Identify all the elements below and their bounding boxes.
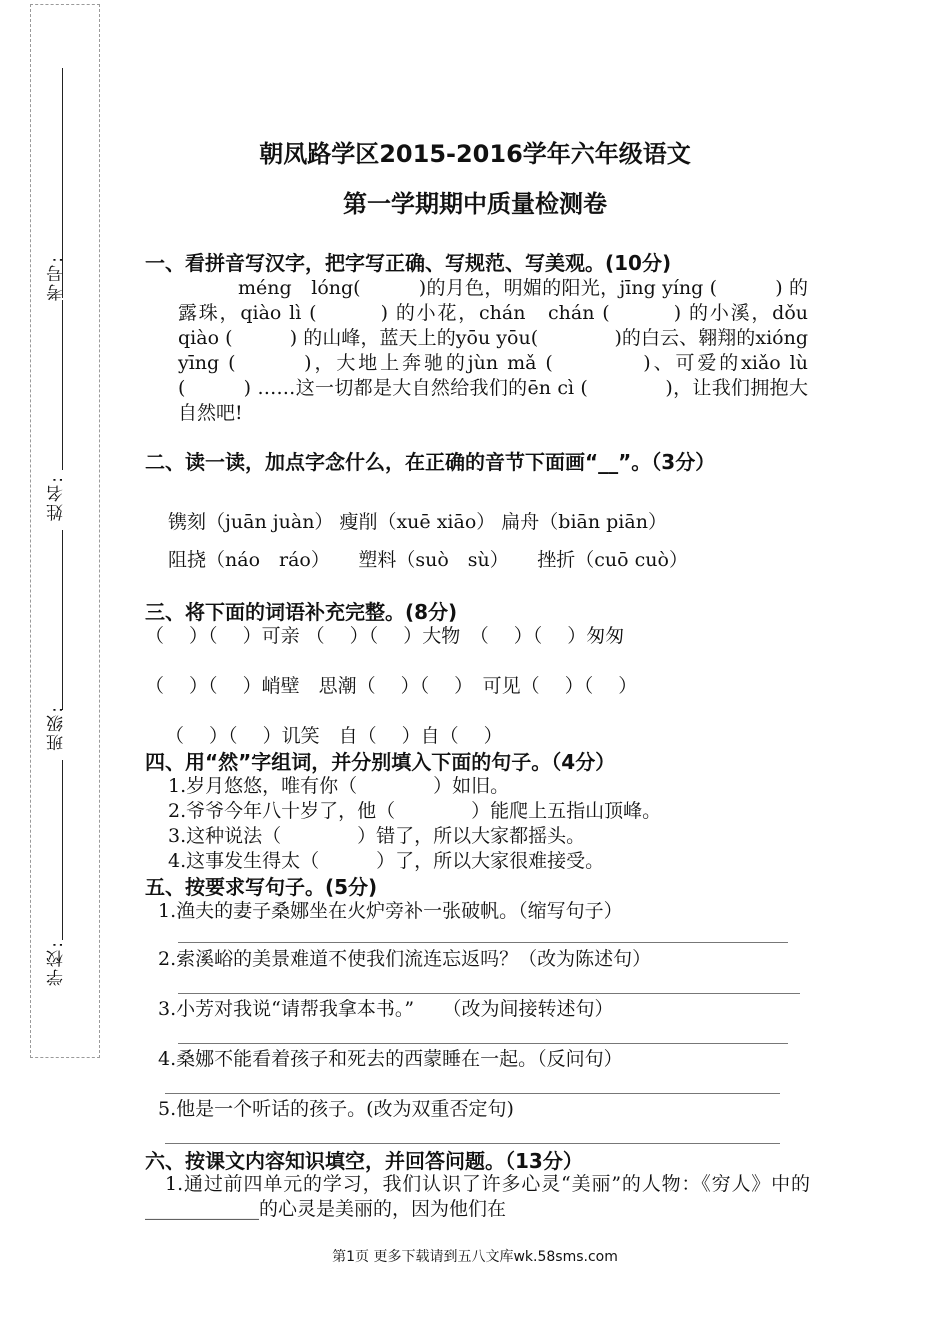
exam-number-label: 考号: — [47, 255, 67, 301]
answer-line-2 — [178, 993, 800, 994]
section5-item-2: 2.索溪峪的美景难道不使我们流连忘返吗？（改为陈述句） — [158, 948, 652, 970]
page-footer: 第1页 更多下载请到五八文库wk.58sms.com — [332, 1249, 618, 1265]
section5-heading: 五、按要求写句子。(5分) — [145, 875, 378, 899]
binding-line-class — [62, 760, 63, 940]
student-name-label: 姓名: — [47, 475, 67, 521]
section4-item-1: 1.岁月悠悠，唯有你（ ）如旧。 — [168, 775, 510, 797]
section2-row2: 阻挠（náo ráo） 塑料（suò sù） 挫折（cuō cuò） — [168, 549, 688, 571]
answer-line-3 — [178, 1043, 788, 1044]
answer-line-5 — [165, 1143, 780, 1144]
section6-paragraph: 1.通过前四单元的学习，我们认识了许多心灵“美丽”的人物：《穷人》中的____________的心灵是美丽的，因为他们在 — [145, 1173, 810, 1220]
section5-item-4: 4.桑娜不能看着孩子和死去的西蒙睡在一起。（反问句） — [158, 1048, 623, 1070]
school-label: 学校: — [47, 940, 67, 986]
section1-paragraph: méng lóng( )的月色，明媚的阳光，jīng yíng ( ) 的露珠，qiào lì ( ) 的小花，chán chán ( ) 的小溪，dǒu qiào ( ) 的山峰，蓝天上的yōu yōu( )的白云、翱翔的xióng yīng ( )，大地上奔驰的jùn mǎ ( )、可爱的xiǎo lù ( ) ……这一切都是大自然给我们的ēn cì ( )，让我们拥抱大自然吧! — [178, 277, 828, 424]
section4-item-2: 2.爷爷今年八十岁了，他（ ）能爬上五指山顶峰。 — [168, 800, 662, 822]
section4-item-4: 4.这事发生得太（ ）了，所以大家很难接受。 — [168, 850, 605, 872]
answer-line-1 — [178, 942, 788, 943]
page-title-line1: 朝凤路学区2015-2016学年六年级语文 — [259, 140, 691, 168]
binding-line-exam-no — [62, 300, 63, 470]
section5-item-1: 1.渔夫的妻子桑娜坐在火炉旁补一张破帆。（缩写句子） — [158, 900, 623, 922]
section2-row1: 镌刻（juān juàn） 瘦削（xuē xiāo） 扁舟（biān piān） — [168, 511, 667, 533]
binding-line-name — [62, 530, 63, 710]
section2-heading: 二、读一读，加点字念什么，在正确的音节下面画“__”。（3分） — [145, 450, 716, 474]
section4-item-3: 3.这种说法（ ）错了，所以大家都摇头。 — [168, 825, 586, 847]
section5-item-5: 5.他是一个听话的孩子。(改为双重否定句) — [158, 1098, 514, 1120]
section5-item-3: 3.小芳对我说“请帮我拿本书。” （改为间接转述句） — [158, 998, 614, 1020]
class-label: 班级: — [47, 705, 67, 751]
section3-row1: （ ）（ ）可亲 （ ）（ ）大物 （ ）（ ）匆匆 — [145, 625, 625, 647]
section3-row2: （ ）（ ）峭壁 思潮（ ）（ ） 可见（ ）（ ） — [145, 675, 638, 697]
section3-heading: 三、将下面的词语补充完整。(8分) — [145, 600, 458, 624]
section4-heading: 四、用“然”字组词，并分别填入下面的句子。（4分） — [145, 750, 616, 774]
answer-line-4 — [165, 1093, 780, 1094]
page-title-line2: 第一学期期中质量检测卷 — [343, 190, 607, 218]
section3-row3: （ ）（ ）讥笑 自（ ）自（ ） — [165, 725, 503, 747]
section6-heading: 六、按课文内容知识填空，并回答问题。（13分） — [145, 1149, 583, 1173]
section1-heading: 一、看拼音写汉字，把字写正确、写规范、写美观。(10分) — [145, 251, 672, 275]
